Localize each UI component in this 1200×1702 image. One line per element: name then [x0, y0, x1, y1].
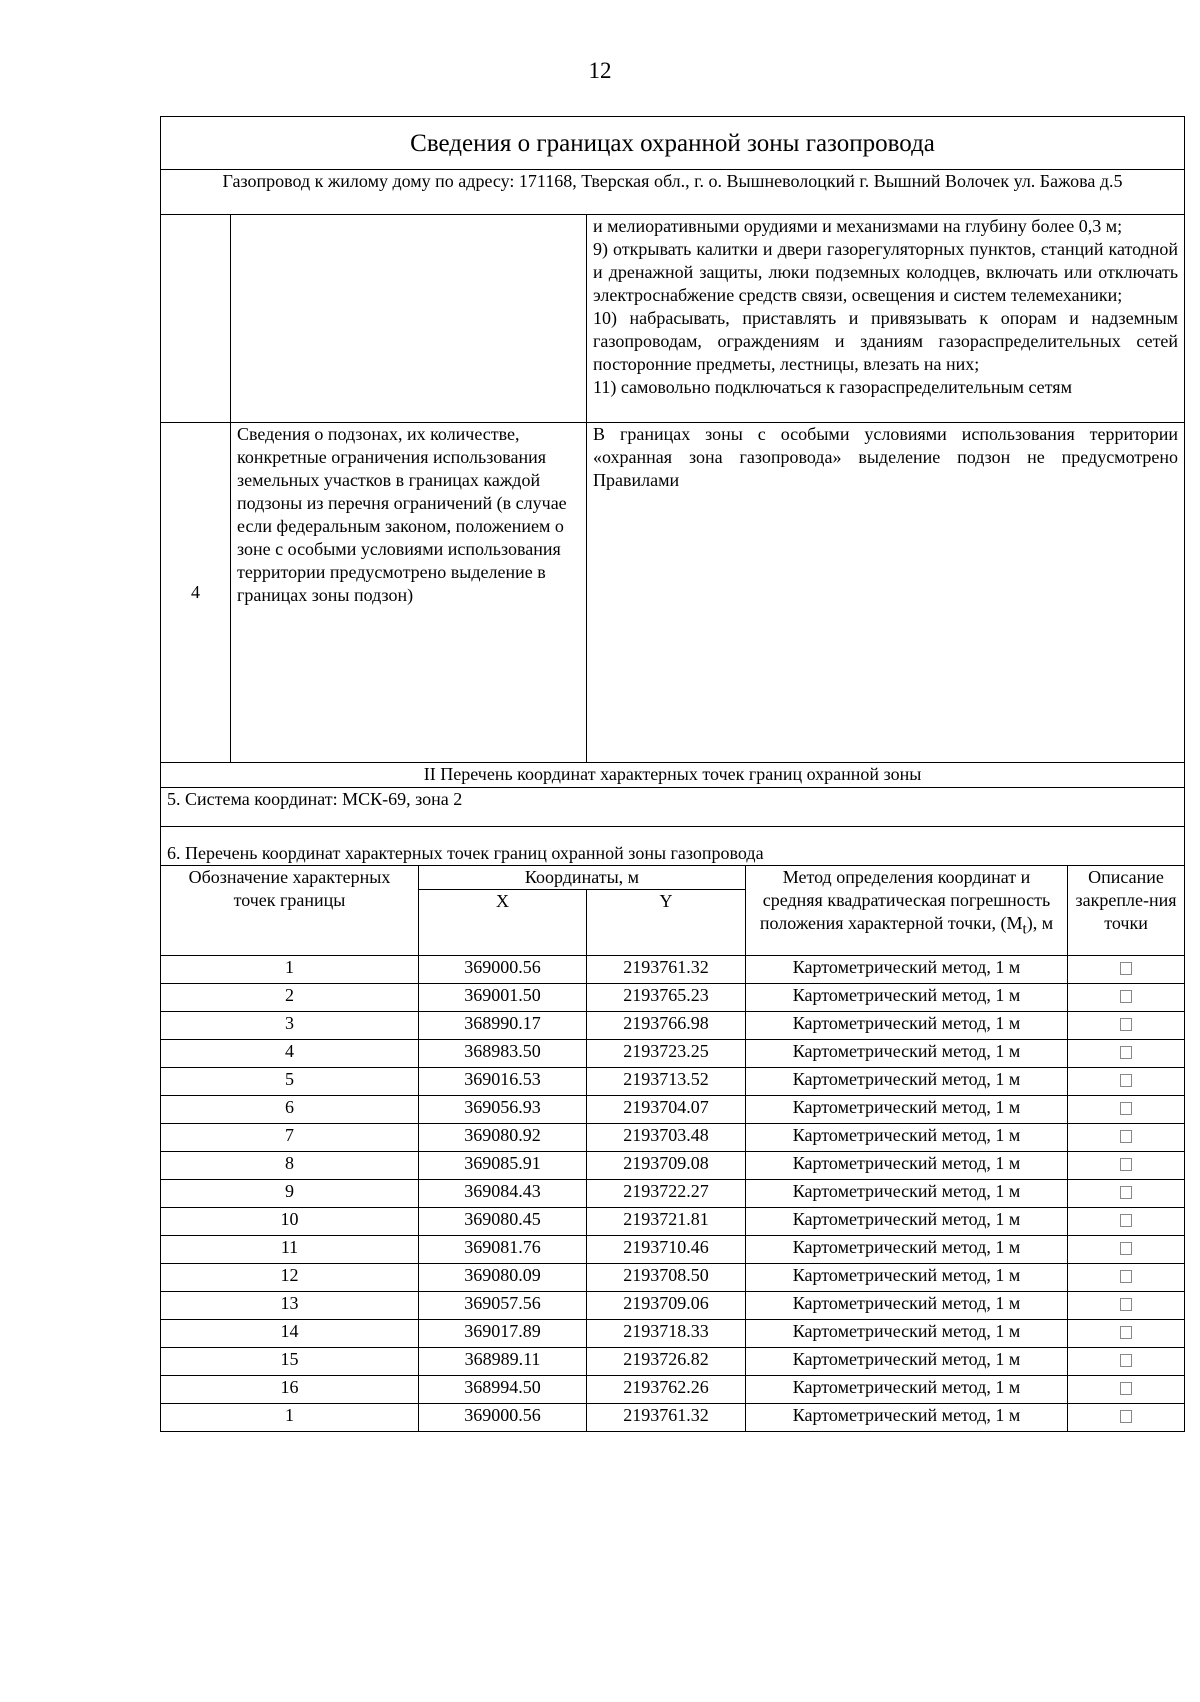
- y-coordinate-cell: 2193703.48: [587, 1124, 746, 1152]
- table-row: [161, 1348, 1185, 1376]
- x-coordinate-cell: 368994.50: [419, 1376, 587, 1404]
- description-cell: [1068, 984, 1185, 1012]
- x-coordinate-cell: 369080.09: [419, 1264, 587, 1292]
- pipeline-address: Газопровод к жилому дому по адресу: 171168, Тверская обл., г. о. Вышневолоцкий г. Вышний Волочек ул. Бажова д.5: [161, 170, 1185, 215]
- y-coordinate-cell: 2193762.26: [587, 1376, 746, 1404]
- y-coordinate-cell: 2193708.50: [587, 1264, 746, 1292]
- method-cell: Картометрический метод, 1 м: [746, 1124, 1068, 1152]
- point-number-cell: 10: [161, 1208, 419, 1236]
- y-coordinate-cell: 2193726.82: [587, 1348, 746, 1376]
- method-cell: Картометрический метод, 1 м: [746, 1348, 1068, 1376]
- description-cell: [1068, 1152, 1185, 1180]
- x-coordinate-cell: 369057.56: [419, 1292, 587, 1320]
- method-cell: Картометрический метод, 1 м: [746, 984, 1068, 1012]
- y-coordinate-cell: 2193761.32: [587, 956, 746, 984]
- empty-box-icon: [1120, 1158, 1132, 1171]
- point-number-cell: 2: [161, 984, 419, 1012]
- row-number: 4: [161, 423, 231, 763]
- y-coordinate-cell: 2193721.81: [587, 1208, 746, 1236]
- restriction-line: и мелиоративными орудиями и механизмами на глубину более 0,3 м;: [593, 216, 1123, 236]
- y-coordinate-cell: 2193704.07: [587, 1096, 746, 1124]
- description-cell: [1068, 1292, 1185, 1320]
- point-number-cell: 16: [161, 1376, 419, 1404]
- table-row: [161, 1068, 1185, 1096]
- table-row: [161, 1376, 1185, 1404]
- x-coordinate-cell: 368990.17: [419, 1012, 587, 1040]
- restriction-item-9: 9) открывать калитки и двери газорегуляторных пунктов, станций катодной и дренажной защиты, люки подземных колодцев, включать или отключать электроснабжение средств связи, освещения и систем телемеханики;: [593, 239, 1179, 305]
- description-cell: [1068, 1012, 1185, 1040]
- point-number-cell: 15: [161, 1348, 419, 1376]
- method-cell: Картометрический метод, 1 м: [746, 1208, 1068, 1236]
- continued-restrictions: [587, 215, 1185, 423]
- description-cell: [1068, 1180, 1185, 1208]
- x-coordinate-cell: 369016.53: [419, 1068, 587, 1096]
- header-method-text: Метод определения координат и средняя квадратическая погрешность положения характерной точки, (M: [759, 867, 1051, 933]
- empty-box-icon: [1120, 1382, 1132, 1395]
- table-row: [161, 1040, 1185, 1068]
- header-method-subscript: t: [1022, 921, 1027, 938]
- table-row: [161, 1096, 1185, 1124]
- description-cell: [1068, 1264, 1185, 1292]
- y-coordinate-cell: 2193713.52: [587, 1068, 746, 1096]
- x-coordinate-cell: 369080.92: [419, 1124, 587, 1152]
- empty-box-icon: [1120, 1130, 1132, 1143]
- description-cell: [1068, 1376, 1185, 1404]
- y-coordinate-cell: 2193761.32: [587, 1404, 746, 1432]
- table-row: [161, 1264, 1185, 1292]
- point-number-cell: 6: [161, 1096, 419, 1124]
- table-row: [161, 1152, 1185, 1180]
- description-cell: [1068, 1208, 1185, 1236]
- x-coordinate-cell: 369085.91: [419, 1152, 587, 1180]
- empty-box-icon: [1120, 1046, 1132, 1059]
- empty-box-icon: [1120, 1018, 1132, 1031]
- restriction-item-11: 11) самовольно подключаться к газораспределительным сетям: [593, 377, 1072, 397]
- empty-box-icon: [1120, 1354, 1132, 1367]
- table-row: [161, 1236, 1185, 1264]
- subzone-label: Сведения о подзонах, их количестве, конкретные ограничения использования земельных участков в границах каждой подзоны из перечня ограничений (в случае если федеральным законом, положением о зоне с особыми условиями использования территории предусмотрено выделение в границах зоны подзон): [231, 423, 587, 763]
- table-row: [161, 1404, 1185, 1432]
- coordinate-system: 5. Система координат: МСК-69, зона 2: [161, 788, 1185, 827]
- y-coordinate-cell: 2193709.08: [587, 1152, 746, 1180]
- empty-box-icon: [1120, 1298, 1132, 1311]
- x-coordinate-cell: 369081.76: [419, 1236, 587, 1264]
- description-cell: [1068, 1348, 1185, 1376]
- x-coordinate-cell: 369001.50: [419, 984, 587, 1012]
- header-method-end: ), м: [1026, 913, 1054, 933]
- header-point: Обозначение характерных точек границы: [161, 866, 419, 956]
- point-number-cell: 12: [161, 1264, 419, 1292]
- table-row: [161, 1124, 1185, 1152]
- method-cell: Картометрический метод, 1 м: [746, 1320, 1068, 1348]
- method-cell: Картометрический метод, 1 м: [746, 1236, 1068, 1264]
- method-cell: Картометрический метод, 1 м: [746, 1068, 1068, 1096]
- point-number-cell: 1: [161, 956, 419, 984]
- header-x: X: [419, 890, 587, 956]
- document-title: Сведения о границах охранной зоны газопровода: [161, 117, 1185, 170]
- description-cell: [1068, 956, 1185, 984]
- y-coordinate-cell: 2193765.23: [587, 984, 746, 1012]
- coordinate-list-title: 6. Перечень координат характерных точек границ охранной зоны газопровода: [161, 827, 1185, 866]
- table-row: [161, 984, 1185, 1012]
- method-cell: Картометрический метод, 1 м: [746, 1376, 1068, 1404]
- empty-box-icon: [1120, 1410, 1132, 1423]
- header-description: Описание закрепле-ния точки: [1068, 866, 1185, 956]
- description-cell: [1068, 1320, 1185, 1348]
- x-coordinate-cell: 369000.56: [419, 956, 587, 984]
- table-row: [161, 1012, 1185, 1040]
- empty-box-icon: [1120, 1102, 1132, 1115]
- x-coordinate-cell: 369017.89: [419, 1320, 587, 1348]
- point-number-cell: 3: [161, 1012, 419, 1040]
- header-y: Y: [587, 890, 746, 956]
- method-cell: Картометрический метод, 1 м: [746, 1264, 1068, 1292]
- method-cell: Картометрический метод, 1 м: [746, 1040, 1068, 1068]
- description-cell: [1068, 1040, 1185, 1068]
- description-cell: [1068, 1068, 1185, 1096]
- description-cell: [1068, 1124, 1185, 1152]
- empty-box-icon: [1120, 1186, 1132, 1199]
- point-number-cell: 11: [161, 1236, 419, 1264]
- empty-box-icon: [1120, 1326, 1132, 1339]
- table-row: [161, 956, 1185, 984]
- method-cell: Картометрический метод, 1 м: [746, 1012, 1068, 1040]
- y-coordinate-cell: 2193718.33: [587, 1320, 746, 1348]
- empty-number-cell: [161, 215, 231, 423]
- y-coordinate-cell: 2193766.98: [587, 1012, 746, 1040]
- x-coordinate-cell: 368983.50: [419, 1040, 587, 1068]
- empty-box-icon: [1120, 990, 1132, 1003]
- empty-box-icon: [1120, 962, 1132, 975]
- method-cell: Картометрический метод, 1 м: [746, 956, 1068, 984]
- table-row: [161, 1208, 1185, 1236]
- point-number-cell: 14: [161, 1320, 419, 1348]
- empty-box-icon: [1120, 1242, 1132, 1255]
- method-cell: Картометрический метод, 1 м: [746, 1096, 1068, 1124]
- section-2-title: II Перечень координат характерных точек границ охранной зоны: [161, 763, 1185, 788]
- empty-box-icon: [1120, 1074, 1132, 1087]
- restriction-item-10: 10) набрасывать, приставлять и привязывать к опорам и надземным газопроводам, ограждениям и зданиям газораспределительных сетей посторонние предметы, лестницы, влезать на них;: [593, 308, 1179, 374]
- description-cell: [1068, 1096, 1185, 1124]
- point-number-cell: 8: [161, 1152, 419, 1180]
- method-cell: Картометрический метод, 1 м: [746, 1404, 1068, 1432]
- point-number-cell: 1: [161, 1404, 419, 1432]
- header-coords: Координаты, м: [419, 866, 746, 890]
- point-number-cell: 7: [161, 1124, 419, 1152]
- y-coordinate-cell: 2193723.25: [587, 1040, 746, 1068]
- method-cell: Картометрический метод, 1 м: [746, 1292, 1068, 1320]
- subzone-value: В границах зоны с особыми условиями использования территории «охранная зона газопровода» выделение подзон не предусмотрено Правилами: [587, 423, 1185, 763]
- empty-label-cell: [231, 215, 587, 423]
- description-cell: [1068, 1236, 1185, 1264]
- method-cell: Картометрический метод, 1 м: [746, 1152, 1068, 1180]
- zone-info-table: [160, 116, 1185, 1432]
- empty-box-icon: [1120, 1270, 1132, 1283]
- x-coordinate-cell: 369080.45: [419, 1208, 587, 1236]
- table-row: [161, 1180, 1185, 1208]
- page-number: 12: [588, 58, 612, 83]
- method-cell: Картометрический метод, 1 м: [746, 1180, 1068, 1208]
- description-cell: [1068, 1404, 1185, 1432]
- x-coordinate-cell: 369056.93: [419, 1096, 587, 1124]
- table-row: [161, 1320, 1185, 1348]
- table-row: [161, 1292, 1185, 1320]
- point-number-cell: 9: [161, 1180, 419, 1208]
- header-method: [746, 866, 1068, 956]
- point-number-cell: 5: [161, 1068, 419, 1096]
- y-coordinate-cell: 2193709.06: [587, 1292, 746, 1320]
- x-coordinate-cell: 369084.43: [419, 1180, 587, 1208]
- x-coordinate-cell: 368989.11: [419, 1348, 587, 1376]
- y-coordinate-cell: 2193722.27: [587, 1180, 746, 1208]
- point-number-cell: 4: [161, 1040, 419, 1068]
- x-coordinate-cell: 369000.56: [419, 1404, 587, 1432]
- y-coordinate-cell: 2193710.46: [587, 1236, 746, 1264]
- point-number-cell: 13: [161, 1292, 419, 1320]
- empty-box-icon: [1120, 1214, 1132, 1227]
